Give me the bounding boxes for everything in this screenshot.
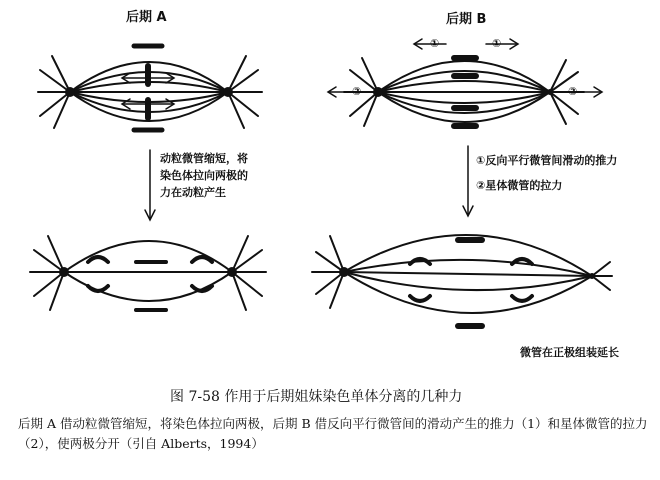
panel-title-b: 后期 B xyxy=(446,12,487,27)
right-note-line: ①反向平行微管间滑动的推力 xyxy=(476,154,618,167)
tag-pull-right: ② xyxy=(568,85,578,98)
tag-push-left: ① xyxy=(430,37,440,50)
right-note-line: ②星体微管的拉力 xyxy=(476,179,563,192)
figure-caption: 后期 A 借动粒微管缩短，将染色体拉向两极，后期 B 借反向平行微管间的滑动产生的推力（1）和星体微管的拉力（2），使两极分开（引自 Alberts，1994） xyxy=(18,416,648,451)
right-note xyxy=(476,152,617,194)
left-note xyxy=(160,150,248,201)
tag-pull-left: ② xyxy=(352,85,362,98)
tag-push-right: ① xyxy=(492,37,502,50)
panel-title-a: 后期 A xyxy=(126,10,167,25)
bottom-right-note: 微管在正极组装延长 xyxy=(520,346,619,359)
anaphase-b-result-spindle xyxy=(312,235,612,313)
anaphase-a-result-bars xyxy=(136,262,166,310)
left-note-line: 染色体拉向两极的 xyxy=(160,169,248,182)
anaphase-b-result-chromosomes xyxy=(410,259,532,301)
left-note-line: 动粒微管缩短，将 xyxy=(160,152,248,165)
left-note-line: 力在动粒产生 xyxy=(160,186,226,199)
figure-title: 图 7-58 作用于后期姐妹染色单体分离的几种力 xyxy=(170,389,463,405)
